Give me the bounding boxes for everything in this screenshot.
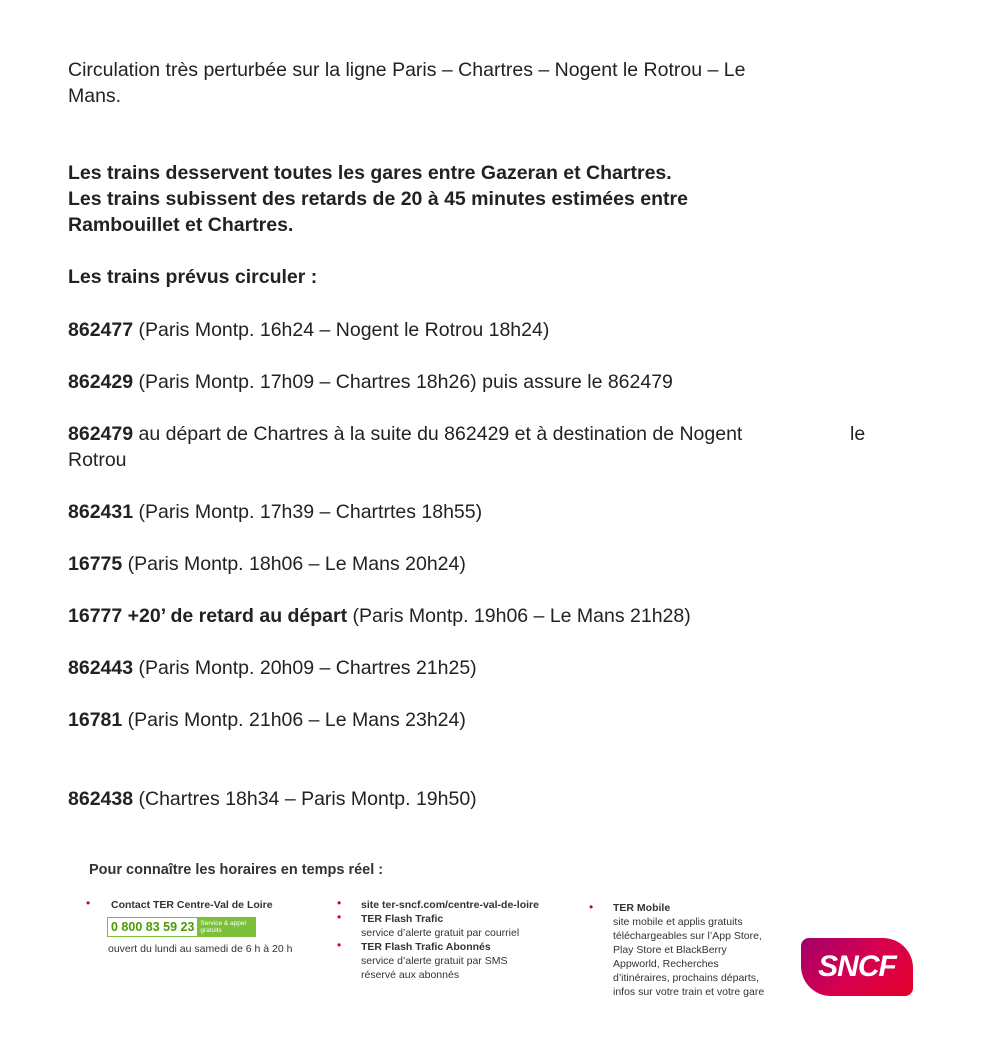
intro-line-1: Circulation très perturbée sur la ligne Paris – Chartres – Nogent le Rotrou – Le <box>68 59 746 81</box>
phone-tag: Service & appel gratuits <box>197 918 255 936</box>
mobile-line: d’itinéraires, prochains départs, <box>613 972 759 984</box>
mobile-line: infos sur votre train et votre gare <box>613 986 765 998</box>
intro-line-2: Mans. <box>68 85 122 107</box>
train-detail: (Paris Montp. 18h06 – Le Mans 20h24) <box>122 553 466 575</box>
train-detail: (Paris Montp. 16h24 – Nogent le Rotrou 18h24) <box>133 319 550 341</box>
train-item <box>68 421 742 447</box>
train-number: 16775 <box>68 553 123 575</box>
train-detail: (Paris Montp. 17h09 – Chartres 18h26) puis assure le 862479 <box>133 371 673 393</box>
flash-sub-desc-1: service d’alerte gratuit par SMS <box>361 955 508 967</box>
mobile-title: TER Mobile <box>613 902 671 914</box>
train-number: 862431 <box>68 501 134 523</box>
mobile-line: téléchargeables sur l’App Store, <box>613 930 762 942</box>
train-item <box>68 369 673 395</box>
train-detail: (Paris Montp. 19h06 – Le Mans 21h28) <box>347 605 691 627</box>
flash-title: TER Flash Trafic <box>361 913 444 925</box>
bullet-icon: • <box>589 900 594 914</box>
train-detail-end: le <box>850 423 866 445</box>
flash-sub-title: TER Flash Trafic Abonnés <box>361 941 491 953</box>
train-item <box>68 707 466 733</box>
sncf-logo: SNCF <box>801 938 913 996</box>
train-detail: au départ de Chartres à la suite du 862429 et à destination de Nogent <box>133 423 743 445</box>
contact-label: Contact TER Centre-Val de Loire <box>111 899 273 911</box>
footer-title: Pour connaître les horaires en temps réel : <box>89 862 384 878</box>
flash-sub-desc-2: réservé aux abonnés <box>361 969 460 981</box>
train-detail: (Chartres 18h34 – Paris Montp. 19h50) <box>133 788 477 810</box>
train-item <box>68 499 482 525</box>
bullet-icon: • <box>337 896 342 910</box>
train-item <box>68 786 477 812</box>
phone-box[interactable] <box>107 917 256 937</box>
train-detail: (Paris Montp. 17h39 – Chartrtes 18h55) <box>133 501 483 523</box>
train-number: 862443 <box>68 657 134 679</box>
bullet-icon: • <box>337 938 342 952</box>
train-number: 16777 +20’ de retard au départ <box>68 605 348 627</box>
mobile-line: site mobile et applis gratuits <box>613 916 743 928</box>
train-detail: (Paris Montp. 21h06 – Le Mans 23h24) <box>122 709 466 731</box>
site-link[interactable]: site ter-sncf.com/centre-val-de-loire <box>361 899 539 911</box>
train-item <box>68 551 466 577</box>
contact-hours: ouvert du lundi au samedi de 6 h à 20 h <box>108 943 293 955</box>
notice-line-1: Les trains desservent toutes les gares entre Gazeran et Chartres. <box>68 162 672 184</box>
trains-heading: Les trains prévus circuler : <box>68 266 318 288</box>
train-number: 862429 <box>68 371 134 393</box>
train-number: 862479 <box>68 423 134 445</box>
notice-line-3: Rambouillet et Chartres. <box>68 214 294 236</box>
mobile-line: Play Store et BlackBerry <box>613 944 727 956</box>
train-number: 16781 <box>68 709 123 731</box>
train-detail: (Paris Montp. 20h09 – Chartres 21h25) <box>133 657 477 679</box>
train-detail-line-2: Rotrou <box>68 449 127 471</box>
train-number: 862477 <box>68 319 134 341</box>
train-number: 862438 <box>68 788 134 810</box>
phone-number[interactable]: 0 800 83 59 23 <box>108 918 197 936</box>
train-item <box>68 603 691 629</box>
train-item <box>68 317 549 343</box>
bullet-icon: • <box>337 910 342 924</box>
flash-desc: service d’alerte gratuit par courriel <box>361 927 520 939</box>
notice-line-2: Les trains subissent des retards de 20 à 45 minutes estimées entre <box>68 188 688 210</box>
train-item <box>68 655 477 681</box>
bullet-icon: • <box>86 896 91 910</box>
mobile-line: Appworld, Recherches <box>613 958 719 970</box>
